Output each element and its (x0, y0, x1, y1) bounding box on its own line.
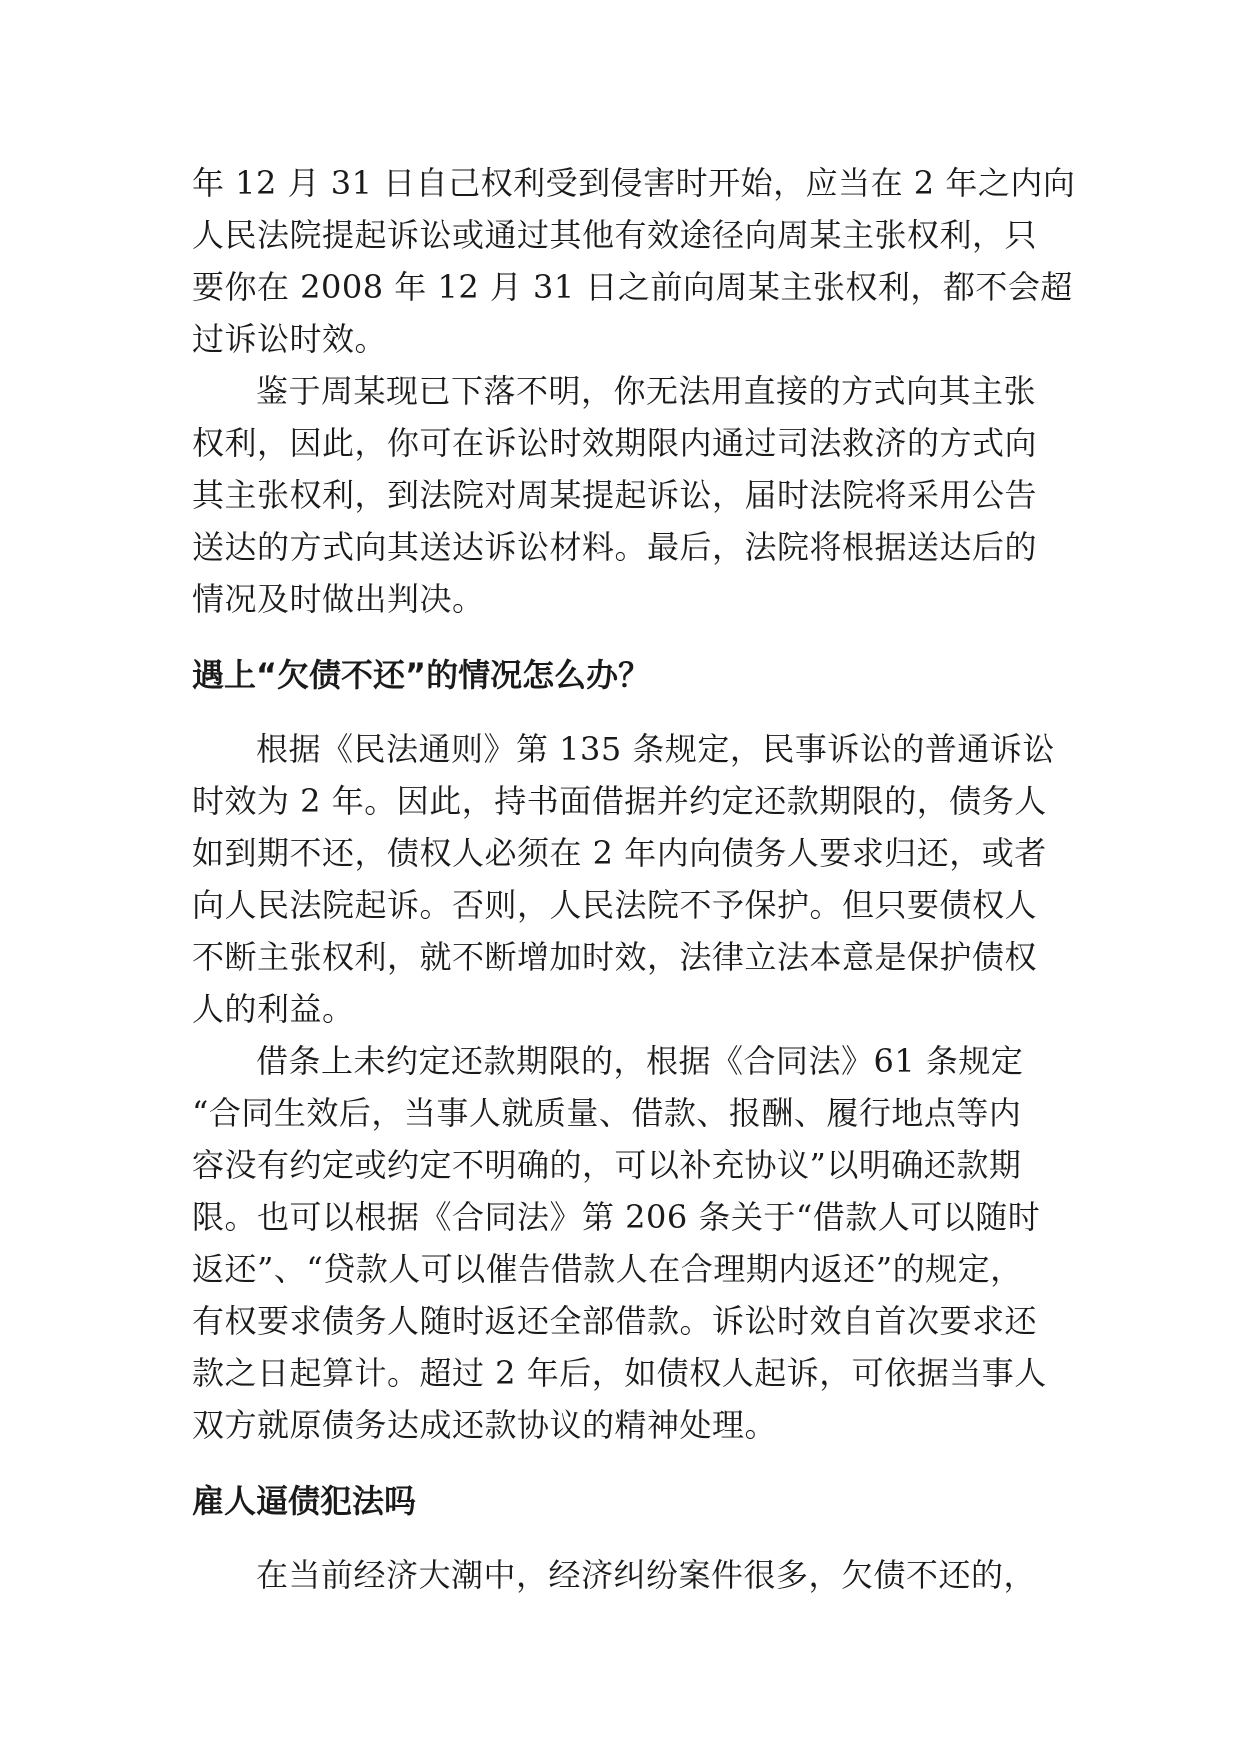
text-line: 容没有约定或约定不明确的，可以补充协议”以明确还款期 (192, 1146, 1022, 1184)
text-line: 在当前经济大潮中，经济纠纷案件很多，欠债不还的， (256, 1556, 1037, 1594)
paragraph (192, 723, 1055, 1035)
text-line: 向人民法院起诉。否则，人民法院不予保护。但只要债权人 (192, 886, 1038, 924)
text-line: 年 12 月 31 日自己权利受到侵害时开始，应当在 2 年之内向 (192, 164, 1076, 202)
text-line: 情况及时做出判决。 (192, 580, 485, 618)
text-line: 款之日起算计。超过 2 年后，如债权人起诉，可依据当事人 (192, 1354, 1047, 1392)
text-line: 鉴于周某现已下落不明，你无法用直接的方式向其主张 (256, 372, 1037, 410)
text-line: 限。也可以根据《合同法》第 206 条关于“借款人可以随时 (192, 1198, 1041, 1236)
text-line: 双方就原债务达成还款协议的精神处理。 (192, 1406, 778, 1444)
text-line: 过诉讼时效。 (192, 320, 388, 358)
text-line: 人民法院提起诉讼或通过其他有效途径向周某主张权利，只 (192, 216, 1038, 254)
text-line: 人的利益。 (192, 990, 355, 1028)
text-line: “合同生效后，当事人就质量、借款、报酬、履行地点等内 (192, 1094, 1022, 1132)
text-line: 时效为 2 年。因此，持书面借据并约定还款期限的，债务人 (192, 782, 1047, 820)
text-line: 借条上未约定还款期限的，根据《合同法》61 条规定 (256, 1042, 1024, 1080)
section-heading: 遇上“欠债不还”的情况怎么办？ (192, 656, 651, 694)
text-line: 有权要求债务人随时返还全部借款。诉讼时效自首次要求还 (192, 1302, 1038, 1340)
document-page (192, 157, 1076, 1601)
paragraph (192, 1035, 1049, 1451)
text-line: 根据《民法通则》第 135 条规定，民事诉讼的普通诉讼 (256, 730, 1055, 768)
text-line: 要你在 2008 年 12 月 31 日之前向周某主张权利，都不会超 (192, 268, 1073, 306)
text-line: 如到期不还，债权人必须在 2 年内向债务人要求归还，或者 (192, 834, 1047, 872)
text-line: 权利，因此，你可在诉讼时效期限内通过司法救济的方式向 (192, 424, 1038, 462)
paragraph (192, 1549, 1049, 1601)
section-heading: 雇人逼债犯法吗 (192, 1482, 417, 1520)
paragraph (192, 157, 1076, 365)
text-line: 不断主张权利，就不断增加时效，法律立法本意是保护债权 (192, 938, 1038, 976)
paragraph (192, 365, 1049, 625)
text-line: 其主张权利，到法院对周某提起诉讼，届时法院将采用公告 (192, 476, 1038, 514)
text-line: 送达的方式向其送达诉讼材料。最后，法院将根据送达后的 (192, 528, 1038, 566)
text-line: 返还”、“贷款人可以催告借款人在合理期内返还”的规定， (192, 1250, 1023, 1288)
